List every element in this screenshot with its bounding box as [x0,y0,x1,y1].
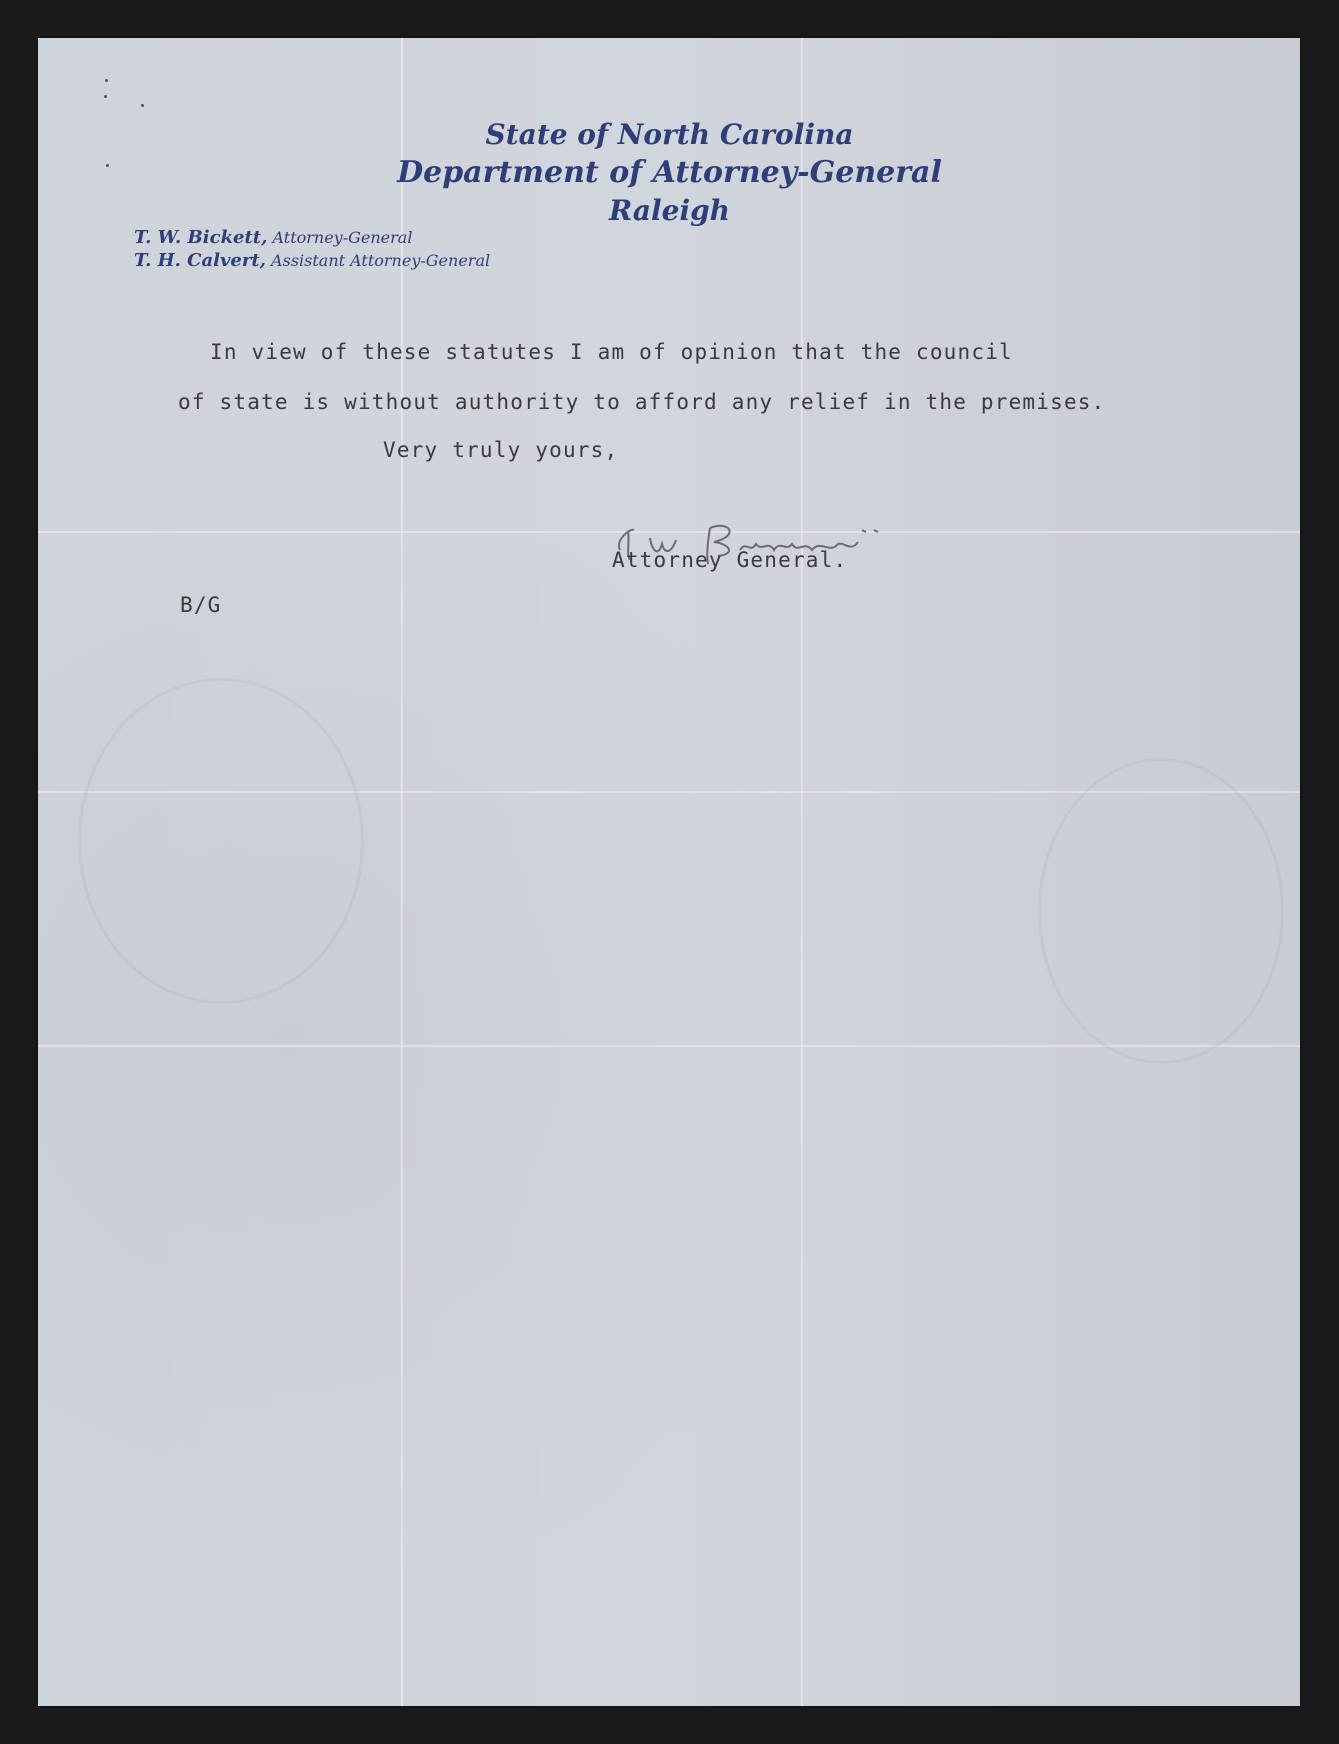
body-text-line-2: of state is without authority to afford any relief in the premises. [178,390,1106,414]
typist-initials: B/G [180,593,222,617]
paper-mark [141,104,144,107]
letterhead-department: Department of Attorney-General [397,155,942,190]
officer-title: Attorney-General [272,228,413,247]
officer-attorney-general [134,227,412,248]
seal-bleed-through [1038,758,1284,1064]
officer-name: T. H. Calvert, [134,250,266,271]
letter-page [38,38,1300,1706]
officer-title: Assistant Attorney-General [271,251,491,270]
paper-mark [104,95,107,98]
letterhead-city: Raleigh [608,194,731,227]
closing: Very truly yours, [383,438,619,462]
officer-name: T. W. Bickett, [134,227,268,248]
signature-title: Attorney General. [612,548,848,572]
paper-mark [105,79,108,82]
fold-line [800,38,803,1706]
officer-assistant-attorney-general [134,250,490,271]
letterhead-state: State of North Carolina [485,118,854,151]
seal-bleed-through [78,678,364,1004]
body-text-line-1: In view of these statutes I am of opinion that the council [210,340,1013,364]
fold-line [400,38,403,1706]
